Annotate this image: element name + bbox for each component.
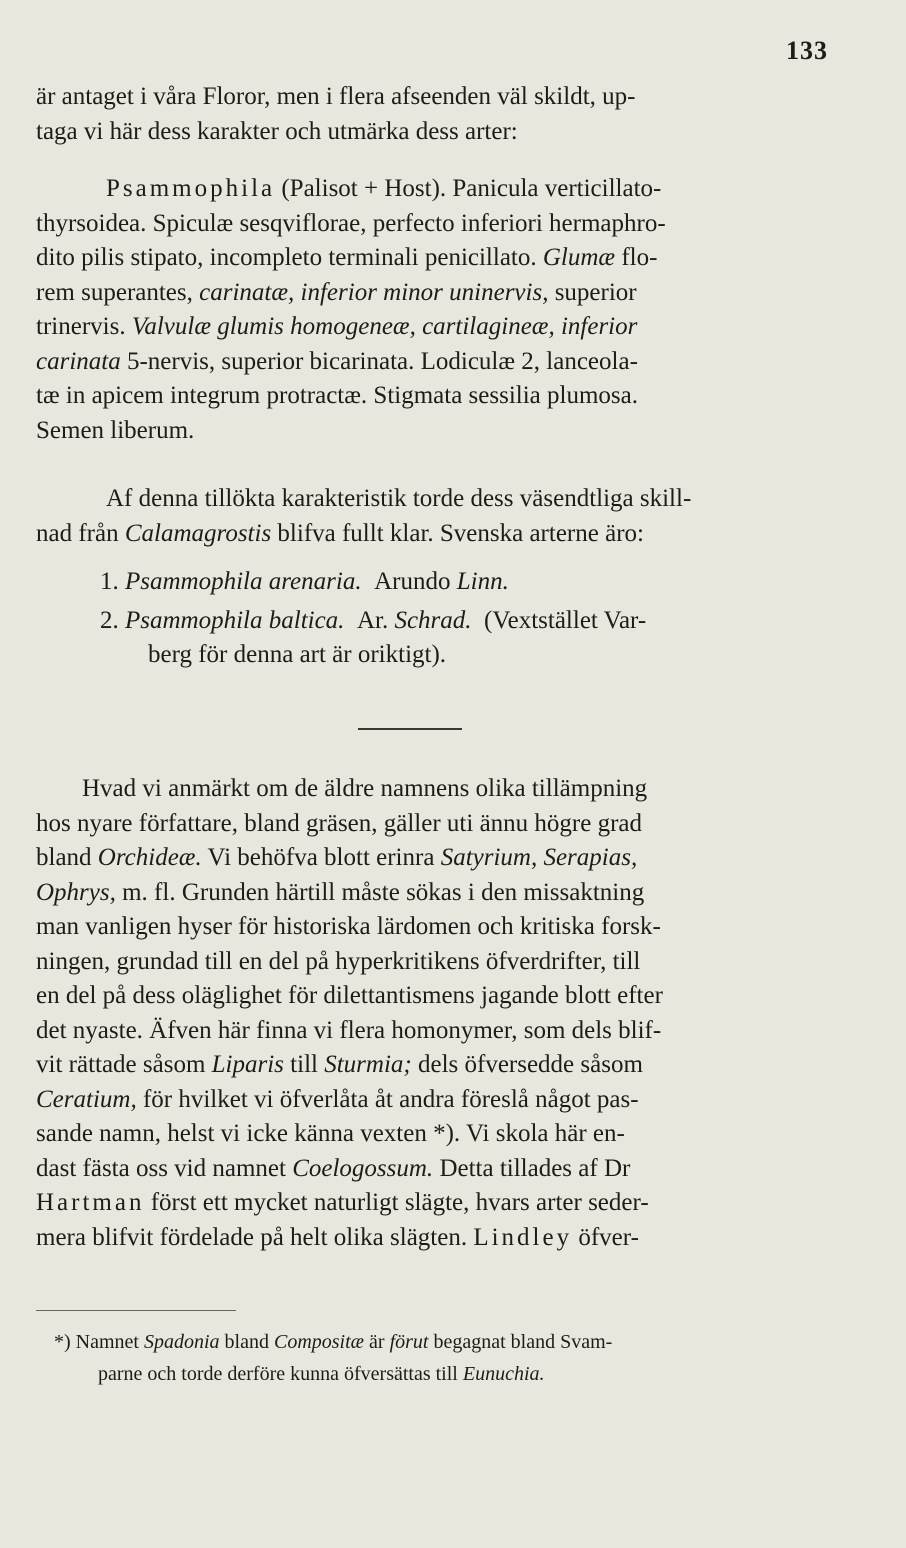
text-line: mera blifvit fördelade på helt olika slägten. Lindley öfver- (36, 1223, 639, 1251)
text-line: tæ in apicem integrum protractæ. Stigmata sessilia plumosa. (36, 382, 638, 409)
genus-description (36, 172, 812, 448)
text-line: trinervis. Valvulæ glumis homogeneæ, cartilagineæ, inferior (36, 313, 638, 340)
text-line: ningen, grundad till en del på hyperkritikens öfverdrifter, till (36, 947, 641, 975)
text-line: *) Namnet Spadonia bland Compositæ är förut begagnat bland Svam- (54, 1331, 613, 1353)
text-line: Af denna tillökta karakteristik torde dess väsendtliga skill- (106, 485, 692, 512)
text-line: det nyaste. Äfven här finna vi flera homonymer, som dels blif- (36, 1016, 662, 1044)
genus-name: Psammophila (106, 175, 276, 202)
text-line: Hvad vi anmärkt om de äldre namnens olika tillämpning (82, 775, 648, 802)
text-line: nad från Calamagrostis blifva fullt klar. Svenska arterne äro: (36, 519, 644, 547)
footnote (36, 1326, 812, 1390)
text-line: dito pilis stipato, incompleto terminali penicillato. Glumæ flo- (36, 244, 658, 271)
text-line: parne och torde derföre kunna öfversättas till Eunuchia. (98, 1363, 545, 1385)
footnote-rule (36, 1310, 236, 1311)
text-line: en del på dess oläglighet för dilettantismens jagande blott efter (36, 982, 663, 1009)
text-line: Semen liberum. (36, 416, 195, 444)
text-line: Psammophila (Palisot + Host). Panicula verticillato- (106, 175, 662, 202)
text-line: bland Orchideæ. Vi behöfva blott erinra Satyrium, Serapias, (36, 844, 638, 871)
text-line: carinata 5-nervis, superior bicarinata. Lodiculæ 2, lanceola- (36, 347, 638, 375)
text-line: Ophrys, m. fl. Grunden härtill måste sökas i den missaktning (36, 878, 645, 906)
text-line: taga vi här dess karakter och utmärka dess arter: (36, 117, 518, 145)
text-line: hos nyare författare, bland gräsen, gäller uti ännu högre grad (36, 809, 643, 837)
list-item: 1. Psammophila arenaria. Arundo Linn. (100, 568, 509, 595)
text-line: Ceratium, för hvilket vi öfverlåta åt andra föreslå något pas- (36, 1085, 639, 1113)
text-line: man vanligen hyser för historiska lärdomen och kritiska forsk- (36, 913, 661, 940)
text-line: vit rättade såsom Liparis till Sturmia; dels öfversedde såsom (36, 1051, 643, 1078)
main-paragraph (36, 772, 812, 1255)
species-list (36, 565, 812, 673)
list-item-continuation: berg för denna art är oriktigt). (148, 641, 447, 668)
text-line: sande namn, helst vi icke känna vexten *). Vi skola här en- (36, 1120, 625, 1147)
text-line: är antaget i våra Floror, men i flera afseenden väl skildt, up- (36, 83, 636, 110)
text-line: rem superantes, carinatæ, inferior minor uninervis, superior (36, 278, 637, 306)
conclusion-paragraph (36, 482, 812, 551)
intro-paragraph (36, 80, 812, 149)
section-divider (358, 728, 462, 730)
list-item: 2. Psammophila baltica. Ar. Schrad. (Vextstället Var- (100, 606, 647, 634)
text-line: thyrsoidea. Spiculæ sesqviflorae, perfecto inferiori hermaphro- (36, 209, 666, 237)
text-line: Hartman först ett mycket naturligt slägte, hvars arter seder- (36, 1189, 649, 1216)
text-line: dast fästa oss vid namnet Coelogossum. Detta tillades af Dr (36, 1154, 631, 1182)
page-number: 133 (786, 36, 828, 65)
